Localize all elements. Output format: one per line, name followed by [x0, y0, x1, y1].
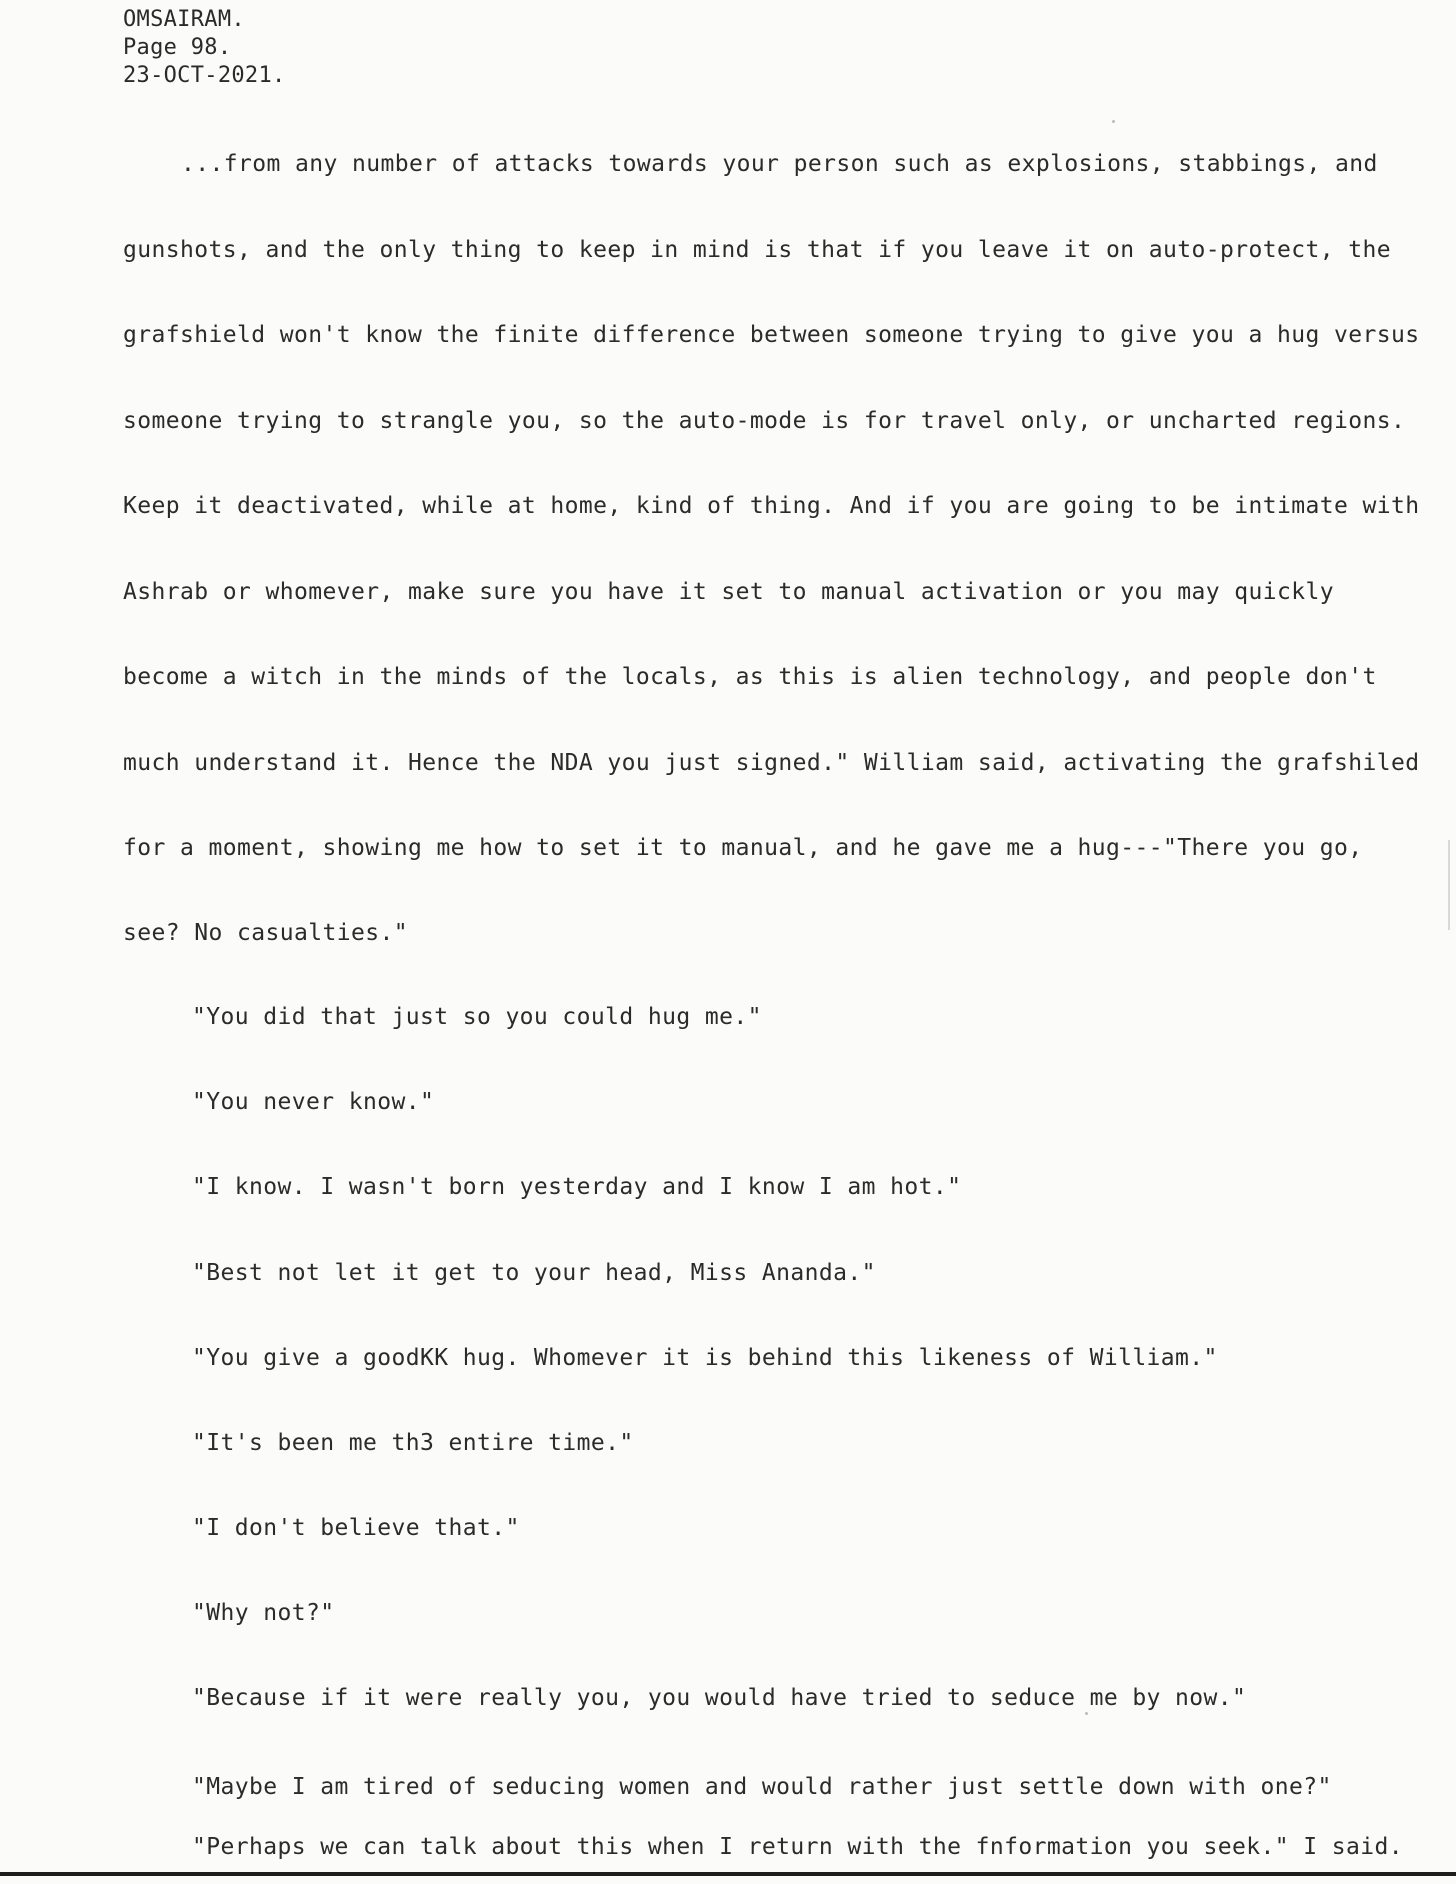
dialogue-line: "Best not let it get to your head, Miss Ananda."	[192, 1260, 876, 1286]
body-line: grafshield won't know the finite difference between someone trying to give you a hug versus	[123, 322, 1420, 348]
dialogue-line: "You give a goodKK hug. Whomever it is behind this likeness of William."	[192, 1345, 1218, 1371]
header-page-number: Page 98.	[123, 35, 232, 60]
dialogue-line: "Because if it were really you, you would have tried to seduce me by now."	[192, 1685, 1247, 1711]
dialogue-line: "Perhaps we can talk about this when I return with the fnformation you seek." I said.	[192, 1834, 1404, 1860]
dialogue-line: "I don't believe that."	[192, 1515, 520, 1541]
scan-bottom-edge	[0, 1872, 1456, 1876]
dialogue-line: "I know. I wasn't born yesterday and I know I am hot."	[192, 1174, 962, 1200]
body-line: Ashrab or whomever, make sure you have it set to manual activation or you may quickly	[123, 579, 1335, 605]
paper-speck	[1112, 120, 1115, 123]
body-line: become a witch in the minds of the locals, as this is alien technology, and people don't	[123, 664, 1377, 690]
dialogue-line: "You did that just so you could hug me."	[192, 1004, 762, 1030]
body-line: someone trying to strangle you, so the auto-mode is for travel only, or uncharted regions.	[123, 408, 1406, 434]
body-line: much understand it. Hence the NDA you just signed." William said, activating the grafshiled	[123, 750, 1420, 776]
dialogue-line: "Why not?"	[192, 1600, 335, 1626]
scan-edge-mark	[1448, 840, 1450, 930]
body-line: Keep it deactivated, while at home, kind of thing. And if you are going to be intimate with	[123, 493, 1420, 519]
header-date: 23-OCT-2021.	[123, 63, 286, 88]
dialogue-line: "Maybe I am tired of seducing women and would rather just settle down with one?"	[192, 1774, 1332, 1800]
dialogue-line: "You never know."	[192, 1089, 435, 1115]
body-line: gunshots, and the only thing to keep in mind is that if you leave it on auto-protect, the	[123, 237, 1391, 263]
page-header	[123, 6, 286, 90]
paper-speck	[1085, 1712, 1088, 1715]
header-title: OMSAIRAM.	[123, 7, 245, 32]
dialogue-line: "It's been me th3 entire time."	[192, 1430, 634, 1456]
body-line: for a moment, showing me how to set it to manual, and he gave me a hug---"There you go,	[123, 835, 1363, 861]
body-line: see? No casualties."	[123, 920, 408, 946]
body-line: ...from any number of attacks towards your person such as explosions, stabbings, and	[181, 151, 1378, 177]
